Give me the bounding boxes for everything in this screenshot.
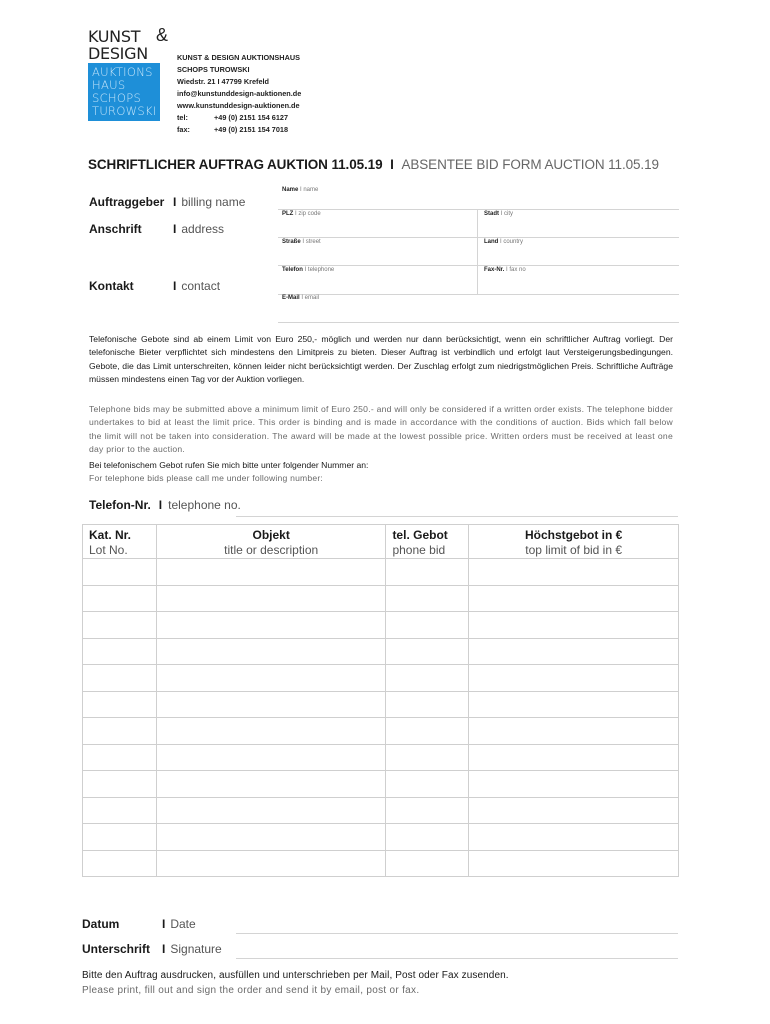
date-label-de: Datum [82, 917, 120, 931]
company-tel-value: +49 (0) 2151 154 6127 [214, 113, 289, 122]
col-phone-bid-en: phone bid [392, 543, 446, 557]
field-fax-de: Fax-Nr. [484, 267, 505, 273]
company-owner: SCHOPS TUROWSKI [177, 65, 250, 74]
cell-lot-number[interactable] [83, 585, 157, 612]
field-country-en: I country [500, 239, 524, 245]
call-instruction-en: For telephone bids please call me under following number: [89, 473, 324, 483]
signature-label-bar: I [162, 942, 166, 956]
field-city-en: I city [500, 211, 514, 217]
field-email-input[interactable] [278, 322, 679, 323]
cell-lot-number[interactable] [83, 612, 157, 639]
col-lot-number [83, 525, 157, 559]
section-address [89, 222, 224, 236]
field-divider [477, 209, 478, 294]
logo-box-line: AUKTIONS [92, 65, 153, 79]
cell-top-limit[interactable] [469, 665, 679, 692]
field-phone-label [282, 267, 334, 273]
form-title-separator: I [390, 157, 394, 172]
cell-phone-bid[interactable] [386, 559, 469, 586]
logo-ampersand: & [156, 25, 169, 45]
logo-title-design: DESIGN [88, 44, 148, 63]
cell-lot-number[interactable] [83, 850, 157, 877]
field-country-de: Land [484, 239, 499, 245]
cell-top-limit[interactable] [469, 824, 679, 851]
table-row [83, 612, 679, 639]
section-client-de: Auftraggeber [89, 195, 165, 209]
company-fax-value: +49 (0) 2151 154 7018 [214, 125, 289, 134]
cell-top-limit[interactable] [469, 771, 679, 798]
section-contact-bar: I [173, 279, 177, 293]
cell-top-limit[interactable] [469, 797, 679, 824]
field-street-de: Straße [282, 239, 301, 245]
col-top-limit [469, 525, 679, 559]
company-web: www.kunstunddesign-auktionen.de [177, 101, 300, 110]
cell-object[interactable] [156, 850, 386, 877]
cell-top-limit[interactable] [469, 718, 679, 745]
logo-box [88, 63, 160, 121]
table-row [83, 850, 679, 877]
cell-object[interactable] [156, 744, 386, 771]
signature-label-en: Signature [170, 942, 222, 956]
section-client-bar: I [173, 195, 177, 209]
telephone-number-de: Telefon-Nr. [89, 498, 151, 512]
field-street-en: I street [302, 239, 321, 245]
cell-phone-bid[interactable] [386, 744, 469, 771]
col-top-limit-de: Höchstgebot in € [524, 528, 623, 542]
cell-phone-bid[interactable] [386, 665, 469, 692]
table-row [83, 585, 679, 612]
cell-lot-number[interactable] [83, 744, 157, 771]
col-lot-number-de: Kat. Nr. [89, 528, 132, 542]
table-row [83, 665, 679, 692]
cell-lot-number[interactable] [83, 665, 157, 692]
cell-lot-number[interactable] [83, 771, 157, 798]
table-row [83, 824, 679, 851]
field-phone-de: Telefon [282, 267, 303, 273]
cell-object[interactable] [156, 797, 386, 824]
cell-top-limit[interactable] [469, 638, 679, 665]
section-client-en: billing name [181, 195, 246, 209]
field-zip-label [282, 211, 321, 217]
cell-lot-number[interactable] [83, 691, 157, 718]
telephone-number-input[interactable] [236, 516, 678, 517]
section-contact-en: contact [181, 279, 221, 293]
signature-input[interactable] [236, 958, 678, 959]
cell-object[interactable] [156, 638, 386, 665]
cell-object[interactable] [156, 559, 386, 586]
table-row [83, 718, 679, 745]
col-phone-bid-de: tel. Gebot [392, 528, 448, 542]
field-fax-label [484, 267, 526, 273]
telephone-number-label [89, 498, 241, 512]
field-street-country-input[interactable] [278, 265, 679, 266]
cell-object[interactable] [156, 612, 386, 639]
table-row [83, 638, 679, 665]
company-tel-row [177, 112, 301, 124]
date-input[interactable] [236, 933, 678, 934]
field-street-label [282, 239, 321, 245]
date-label [82, 917, 196, 931]
footer-note-de: Bitte den Auftrag ausdrucken, ausfüllen und unterschrieben per Mail, Post oder Fax zusenden. [82, 970, 509, 981]
col-object-de: Objekt [252, 528, 290, 542]
cell-object[interactable] [156, 691, 386, 718]
cell-phone-bid[interactable] [386, 771, 469, 798]
cell-lot-number[interactable] [83, 824, 157, 851]
company-email: info@kunstunddesign-auktionen.de [177, 89, 302, 98]
table-row [83, 744, 679, 771]
field-name-input[interactable] [278, 209, 679, 210]
field-phone-fax-input[interactable] [278, 294, 679, 295]
signature-label [82, 942, 222, 956]
cell-lot-number[interactable] [83, 638, 157, 665]
logo-title-kunst: KUNST [88, 27, 141, 46]
section-contact-de: Kontakt [89, 279, 134, 293]
logo-box-line: SCHOPS [92, 91, 142, 105]
bid-table-header [83, 525, 679, 559]
company-fax-label: fax: [177, 125, 190, 134]
cell-top-limit[interactable] [469, 585, 679, 612]
field-fax-en: I fax no [506, 267, 526, 273]
field-phone-en: I telephone [304, 267, 335, 273]
table-row [83, 797, 679, 824]
cell-phone-bid[interactable] [386, 585, 469, 612]
table-row [83, 559, 679, 586]
section-client [89, 195, 245, 209]
col-lot-number-en: Lot No. [89, 543, 128, 557]
cell-object[interactable] [156, 824, 386, 851]
col-phone-bid [386, 525, 469, 559]
field-name-label [282, 187, 318, 193]
col-object [156, 525, 386, 559]
company-address [177, 52, 301, 136]
cell-top-limit[interactable] [469, 559, 679, 586]
field-name-en: I name [300, 187, 319, 193]
cell-phone-bid[interactable] [386, 638, 469, 665]
footer-note-en: Please print, fill out and sign the order and send it by email, post or fax. [82, 985, 420, 996]
telephone-number-bar: I [158, 498, 163, 512]
company-street: Wiedstr. 21 I 47799 Krefeld [177, 77, 270, 86]
cell-object[interactable] [156, 771, 386, 798]
form-title [88, 157, 659, 172]
cell-phone-bid[interactable] [386, 691, 469, 718]
date-label-bar: I [162, 917, 166, 931]
info-paragraph-de: Telefonische Gebote sind ab einem Limit von Euro 250,- möglich und werden nur dann berücksichtigt, wenn ein schriftlicher Auftrag vorliegt. Der telefonische Bieter verpflichtet sich mindestens den Limitpreis zu bieten. Dieser Auftrag ist verbindlich und erfolgt laut Versteigerungsbedingungen. Gebote, die das Limit unterschreiten, können leider nicht berücksichtigt werden. Der Zuschlag erfolgt zum niedrigstmöglichen Preis. Schriftliche Aufträge müssen mindestens einen Tag vor der Auktion vorliegen. [89, 334, 673, 384]
logo [88, 25, 169, 121]
field-zip-de: PLZ [282, 211, 294, 217]
field-email-de: E-Mail [282, 295, 300, 301]
date-label-en: Date [170, 917, 196, 931]
field-email-label [282, 295, 319, 301]
info-paragraph-en: Telephone bids may be submitted above a minimum limit of Euro 250.- and will only be considered if a written order exists. The telephone bidder undertakes to bid at least the limit price. This order is binding and is made in accordance with the conditions of auction. Bids which fall below the limit will not be taken into consideration. The award will be made at the lowest possible price. Written orders must be received at least one day prior to the auction. [89, 404, 673, 454]
cell-phone-bid[interactable] [386, 824, 469, 851]
field-zip-city-input[interactable] [278, 237, 679, 238]
table-row [83, 771, 679, 798]
section-contact [89, 279, 220, 293]
form-title-de: SCHRIFTLICHER AUFTRAG AUKTION 11.05.19 [88, 157, 383, 172]
cell-phone-bid[interactable] [386, 797, 469, 824]
section-address-de: Anschrift [89, 222, 142, 236]
logo-box-line: TUROWSKI [92, 104, 157, 118]
signature-label-de: Unterschrift [82, 942, 151, 956]
company-name: KUNST & DESIGN AUKTIONSHAUS [177, 53, 300, 62]
cell-top-limit[interactable] [469, 850, 679, 877]
field-zip-en: I zip code [295, 211, 321, 217]
cell-object[interactable] [156, 585, 386, 612]
col-object-en: title or description [224, 543, 319, 557]
col-top-limit-en: top limit of bid in € [525, 543, 623, 557]
section-address-bar: I [173, 222, 177, 236]
cell-object[interactable] [156, 665, 386, 692]
field-email-en: I email [301, 295, 320, 301]
field-city-label [484, 211, 513, 217]
cell-phone-bid[interactable] [386, 850, 469, 877]
logo-box-line: HAUS [92, 78, 126, 92]
cell-top-limit[interactable] [469, 691, 679, 718]
cell-top-limit[interactable] [469, 744, 679, 771]
section-address-en: address [181, 222, 225, 236]
company-fax-row [177, 124, 301, 136]
cell-phone-bid[interactable] [386, 612, 469, 639]
cell-object[interactable] [156, 718, 386, 745]
cell-top-limit[interactable] [469, 612, 679, 639]
bid-table-body [83, 559, 679, 877]
field-country-label [484, 239, 523, 245]
field-city-de: Stadt [484, 211, 499, 217]
field-name-de: Name [282, 187, 299, 193]
bid-table [82, 524, 679, 877]
call-instruction-de: Bei telefonischem Gebot rufen Sie mich bitte unter folgender Nummer an: [89, 460, 369, 470]
company-tel-label: tel: [177, 113, 188, 122]
cell-phone-bid[interactable] [386, 718, 469, 745]
telephone-number-en: telephone no. [168, 498, 241, 512]
form-title-en: ABSENTEE BID FORM AUCTION 11.05.19 [401, 157, 659, 172]
cell-lot-number[interactable] [83, 559, 157, 586]
table-row [83, 691, 679, 718]
cell-lot-number[interactable] [83, 718, 157, 745]
cell-lot-number[interactable] [83, 797, 157, 824]
